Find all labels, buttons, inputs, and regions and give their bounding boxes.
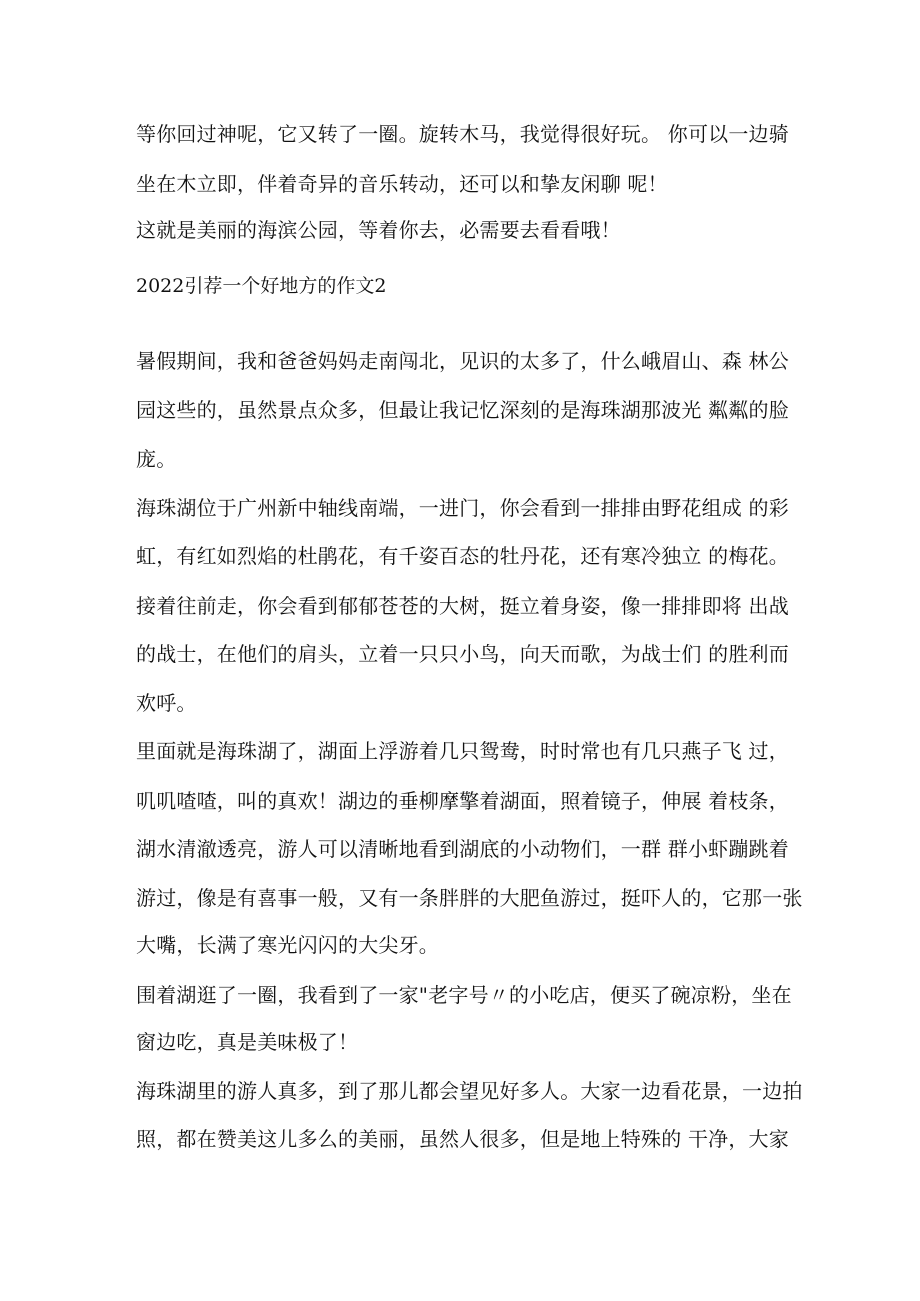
paragraph-line: 庞。: [136, 447, 177, 471]
paragraph-line: 窗边吃，真是美味极了！: [136, 1030, 359, 1054]
paragraph-line: 欢呼。: [136, 691, 197, 715]
section-heading: 2022引荐一个好地方的作文2: [136, 275, 387, 297]
paragraph-line: 这就是美丽的海滨公园，等着你去，必需要去看看哦！: [136, 218, 621, 242]
paragraph-line: 叽叽喳喳，叫的真欢！湖边的垂柳摩擎着湖面，照着镜子，伸展 着枝条，: [136, 789, 789, 813]
paragraph-line: 接着往前走，你会看到郁郁苍苍的大树，挺立着身姿，像一排排即将 出战: [136, 594, 789, 618]
paragraph-line: 海珠湖里的游人真多，到了那儿都会望见好多人。大家一边看花景，一边拍: [136, 1079, 803, 1103]
paragraph-line: 围着湖逛了一圈，我看到了一家"老字号〃的小吃店，便买了碗凉粉，坐在: [136, 983, 792, 1007]
paragraph-line: 等你回过神呢，它又转了一圈。旋转木马，我觉得很好玩。 你可以一边骑: [136, 122, 789, 146]
paragraph-line: 里面就是海珠湖了，湖面上浮游着几只鸳鸯，时时常也有几只燕子飞 过，: [136, 739, 789, 763]
paragraph-line: 照，都在赞美这儿多么的美丽，虽然人很多，但是地上特殊的 干净，大家: [136, 1127, 789, 1151]
paragraph-line: 游过，像是有喜事一般，又有一条胖胖的大肥鱼游过，挺吓人的，它那一张: [136, 886, 803, 910]
paragraph-line: 坐在木立即，伴着奇异的音乐转动，还可以和挚友闲聊 呢！: [136, 172, 668, 196]
paragraph-line: 大嘴，长满了寒光闪闪的大尖牙。: [136, 933, 439, 957]
paragraph-line: 的战士，在他们的肩头，立着一只只小鸟，向天而歌，为战士们 的胜利而: [136, 642, 789, 666]
paragraph-line: 暑假期间，我和爸爸妈妈走南闯北，见识的太多了，什么峨眉山、森 林公: [136, 349, 789, 373]
paragraph-line: 园这些的，虽然景点众多，但最让我记忆深刻的是海珠湖那波光 粼粼的脸: [136, 398, 789, 422]
paragraph-line: 虹，有红如烈焰的杜鹃花，有千姿百态的牡丹花，还有寒冷独立 的梅花。: [136, 544, 789, 568]
paragraph-line: 海珠湖位于广州新中轴线南端，一进门，你会看到一排排由野花组成 的彩: [136, 496, 789, 520]
paragraph-line: 湖水清澈透亮，游人可以清晰地看到湖底的小动物们，一群 群小虾蹦跳着: [136, 837, 789, 861]
